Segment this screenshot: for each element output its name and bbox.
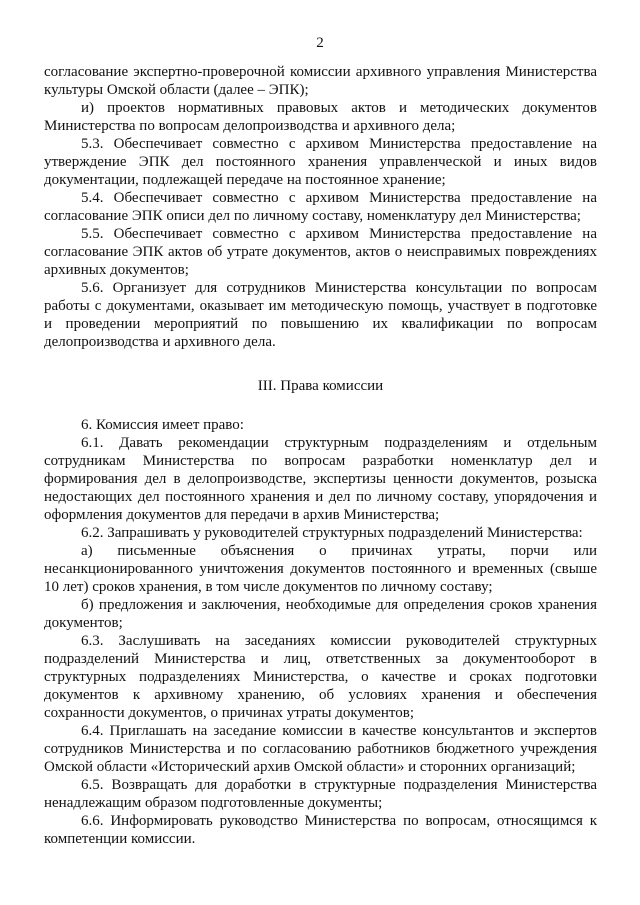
section-heading: III. Права комиссии xyxy=(257,378,384,394)
paragraph: 5.3. Обеспечивает совместно с архивом Министерства предоставление на утверждение ЭПК дел постоянного хранения управленческой и иных видов документации, подлежащей передаче на постоянное хранение; xyxy=(44,136,597,188)
paragraph: 6.4. Приглашать на заседание комиссии в качестве консультантов и экспертов сотрудников Министерства и по согласованию работников бюджетного учреждения Омской области «Исторический архив Омской области» и сторонних организаций; xyxy=(44,723,597,775)
paragraph: 6.5. Возвращать для доработки в структурные подразделения Министерства ненадлежащим образом подготовленные документы; xyxy=(44,777,597,811)
paragraph: б) предложения и заключения, необходимые для определения сроков хранения документов; xyxy=(44,597,597,631)
paragraph: и) проектов нормативных правовых актов и методических документов Министерства по вопросам делопроизводства и архивного дела; xyxy=(44,100,597,134)
paragraph: 6.1. Давать рекомендации структурным подразделениям и отдельным сотрудникам Министерства по вопросам разработки номенклатур дел и формирования дел в делопроизводстве, экспертизы ценности документов, розыска недостающих дел постоянного хранения и дел по личному составу, упорядочения и оформления документов для передачи в архив Министерства; xyxy=(44,435,597,523)
document-body xyxy=(44,63,597,848)
paragraph: 6.2. Запрашивать у руководителей структурных подразделений Министерства: xyxy=(81,525,583,541)
paragraph: 6.3. Заслушивать на заседаниях комиссии руководителей структурных подразделений Министерства и лиц, ответственных за документооборот в структурных подразделениях Министерства, о качестве и сроках подготовки документов к архивному хранению, об условиях хранения и обеспечения сохранности документов, о причинах утраты документов; xyxy=(44,633,597,721)
paragraphs-bottom xyxy=(44,416,597,848)
page-number: 2 xyxy=(316,35,324,51)
paragraph: 5.5. Обеспечивает совместно с архивом Министерства предоставление на согласование ЭПК актов об утрате документов, актов о неисправимых повреждениях архивных документов; xyxy=(44,226,597,278)
paragraph: 5.6. Организует для сотрудников Министерства консультации по вопросам работы с документами, оказывает им методическую помощь, участвует в подготовке и проведении мероприятий по повышению их квалификации по вопросам делопроизводства и архивного дела. xyxy=(44,280,597,350)
paragraphs-top xyxy=(44,63,597,351)
paragraph: согласование экспертно-проверочной комиссии архивного управления Министерства культуры Омской области (далее – ЭПК); xyxy=(44,64,597,98)
paragraph: а) письменные объяснения о причинах утраты, порчи или несанкционированного уничтожения документов постоянного и временных (свыше 10 лет) сроков хранения, в том числе документов по личному составу; xyxy=(44,543,597,595)
paragraph: 6. Комиссия имеет право: xyxy=(81,417,244,433)
paragraph: 5.4. Обеспечивает совместно с архивом Министерства предоставление на согласование ЭПК описи дел по личному составу, номенклатуру дел Министерства; xyxy=(44,190,597,224)
paragraph: 6.6. Информировать руководство Министерства по вопросам, относящимся к компетенции комиссии. xyxy=(44,813,597,847)
